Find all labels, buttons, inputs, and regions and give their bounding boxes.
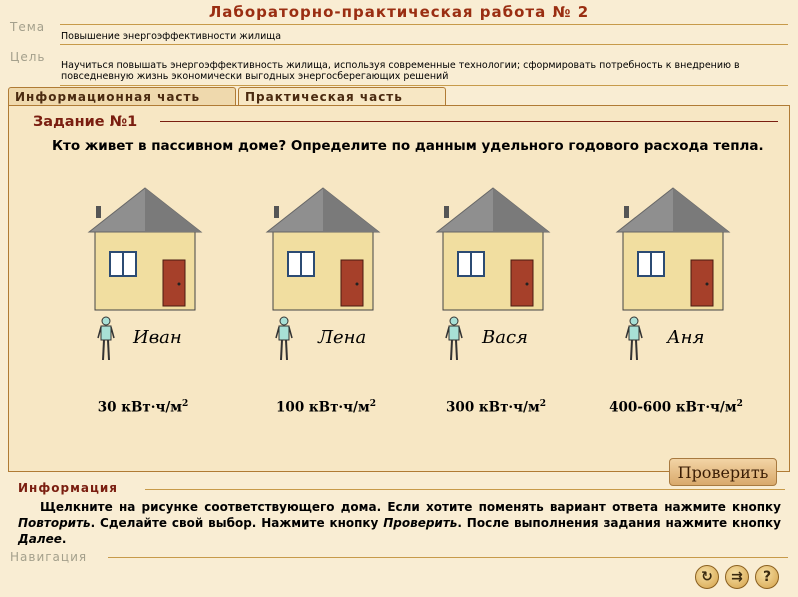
task-title-divider (160, 121, 778, 122)
info-text-part: . (61, 532, 67, 546)
heat-consumption-value: 100 $кВт\cdot ч/м^2$ (276, 399, 376, 416)
repeat-icon[interactable]: ↻ (695, 565, 719, 589)
tab-information[interactable]: Информационная часть (8, 87, 236, 106)
person-icon (97, 316, 115, 366)
task-title: Задание №1 (33, 114, 138, 130)
info-text-part: Щелкните на рисунке соответствующего дома. Если хотите поменять вариант ответа нажмите кнопку (40, 500, 781, 514)
house-icon (259, 186, 389, 312)
house-2[interactable] (259, 186, 389, 316)
check-word: Проверить (383, 516, 458, 530)
resident-name: Вася (482, 327, 528, 348)
person-icon (275, 316, 293, 366)
navigation-divider (108, 557, 788, 558)
heat-consumption-value: 300 $кВт\cdot ч/м^2$ (446, 399, 546, 416)
heat-consumption-value: 400-600 $кВт\cdot ч/м^2$ (609, 399, 743, 416)
info-label: Информация (18, 481, 118, 495)
heat-consumption-value: 30 $кВт\cdot ч/м^2$ (97, 399, 189, 416)
house-4[interactable] (609, 186, 739, 316)
topic-divider (60, 44, 788, 45)
tab-practical[interactable]: Практическая часть (238, 87, 446, 106)
goal-label: Цель (10, 50, 46, 64)
goal-text: Научиться повышать энергоэффективность жилища, используя современные технологии; сформировать потребность к внедрению в повседневную жизнь экономически выгодных энергосберегающих решений (61, 60, 740, 82)
info-text-part: . Сделайте свой выбор. Нажмите кнопку (90, 516, 384, 530)
topic-text: Повышение энергоэффективности жилища (61, 31, 282, 42)
person-icon (445, 316, 463, 366)
page-title: Лабораторно-практическая работа № 2 (208, 3, 590, 21)
info-divider (145, 489, 785, 490)
topic-label: Тема (10, 20, 46, 34)
goal-divider (60, 85, 788, 86)
header-divider (60, 24, 788, 25)
house-icon (81, 186, 211, 312)
navigation-label: Навигация (10, 550, 88, 564)
resident-name: Иван (133, 327, 182, 348)
info-text-part: . После выполнения задания нажмите кнопку (457, 516, 781, 530)
help-icon[interactable]: ? (755, 565, 779, 589)
person-icon (625, 316, 643, 366)
house-1[interactable] (81, 186, 211, 316)
info-text (18, 499, 781, 547)
house-icon (429, 186, 559, 312)
house-icon (609, 186, 739, 312)
repeat-word: Повторить (18, 516, 91, 530)
next-icon[interactable]: ⇉ (725, 565, 749, 589)
check-button[interactable]: Проверить (669, 458, 777, 486)
task-question: Кто живет в пассивном доме? Определите по данным удельного годового расхода тепла. (52, 138, 764, 154)
resident-name: Лена (318, 327, 367, 348)
resident-name: Аня (667, 327, 705, 348)
next-word: Далее (18, 532, 62, 546)
house-3[interactable] (429, 186, 559, 316)
